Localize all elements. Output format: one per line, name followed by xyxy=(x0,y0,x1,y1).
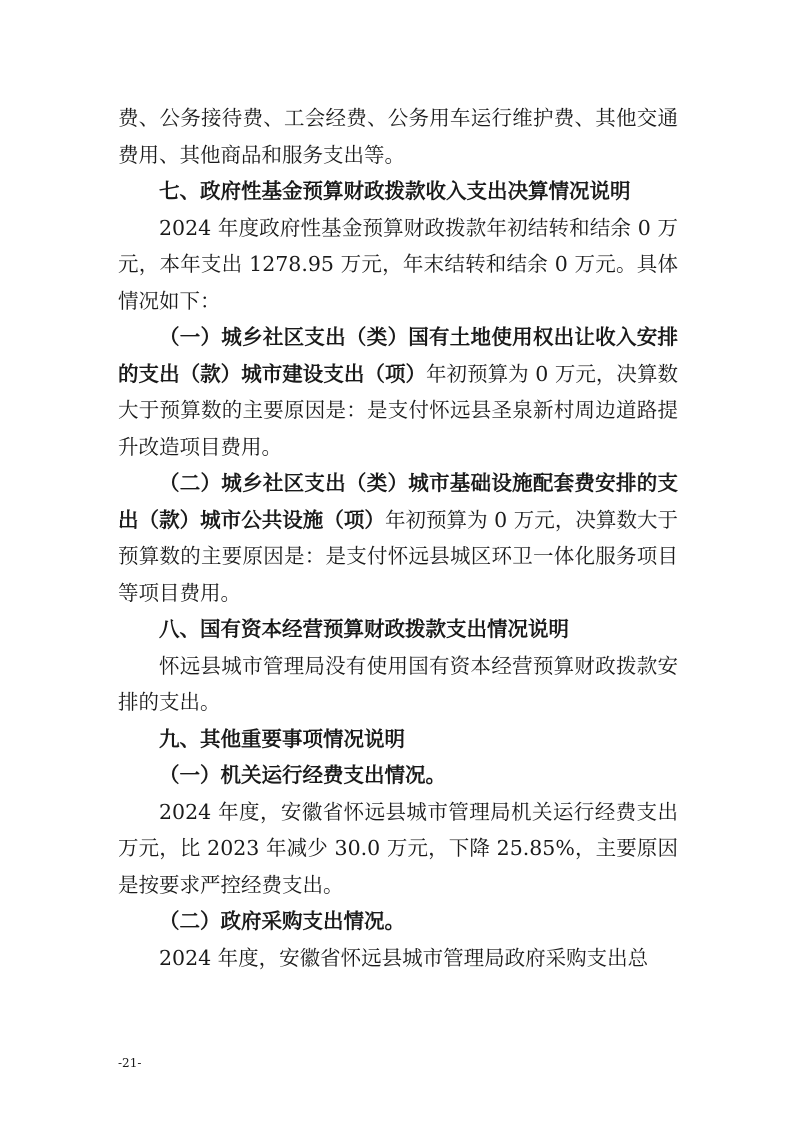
paragraph-item-1 xyxy=(118,319,678,465)
paragraph-operating-expenses: 2024 年度，安徽省怀远县城市管理局机关运行经费支出万元，比 2023 年减少 30.0 万元，下降 25.85%，主要原因是按要求严控经费支出。 xyxy=(118,799,678,897)
paragraph-fund-summary: 2024 年度政府性基金预算财政拨款年初结转和结余 0 万元，本年支出 1278.95 万元，年末结转和结余 0 万元。具体情况如下： xyxy=(118,215,678,313)
section-heading-7: 七、政府性基金预算财政拨款收入支出决算情况说明 xyxy=(159,179,631,203)
item-2-text: 年初预算为 0 万元，决算数大于预算数的主要原因是：是支付怀远县城区环卫一体化服务项目等项目费用。 xyxy=(118,507,679,605)
section-heading-8: 八、国有资本经营预算财政拨款支出情况说明 xyxy=(159,617,569,641)
page-number: -21- xyxy=(118,1056,142,1070)
paragraph-procurement: 2024 年度，安徽省怀远县城市管理局政府采购支出总 xyxy=(159,945,649,970)
page-content xyxy=(118,100,678,976)
paragraph-item-2 xyxy=(118,465,678,611)
subheading-procurement: （二）政府采购支出情况。 xyxy=(159,909,405,933)
paragraph-state-capital: 怀远县城市管理局没有使用国有资本经营预算财政拨款安排的支出。 xyxy=(118,653,678,714)
paragraph-continuation: 费、公务接待费、工会经费、公务用车运行维护费、其他交通费用、其他商品和服务支出等。 xyxy=(118,106,678,167)
item-1-title: （一）城乡社区支出（类）国有土地使用权出让收入安排的支出（款）城市建设支出（项） xyxy=(118,325,678,386)
section-heading-9: 九、其他重要事项情况说明 xyxy=(159,726,405,751)
subheading-operating-expenses: （一）机关运行经费支出情况。 xyxy=(159,763,446,787)
item-1-text: 年初预算为 0 万元，决算数大于预算数的主要原因是：是支付怀远县圣泉新村周边道路提升改造项目费用。 xyxy=(118,361,679,459)
item-2-title: （二）城乡社区支出（类）城市基础设施配套费安排的支出（款）城市公共设施（项） xyxy=(118,471,678,532)
